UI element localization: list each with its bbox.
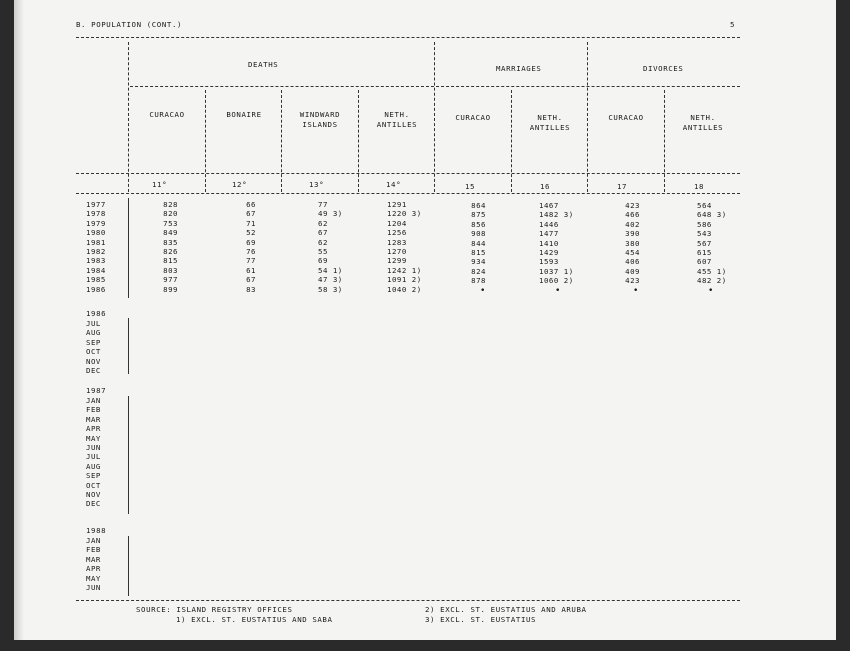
data-cell: 753: [163, 218, 178, 228]
data-cell: 1429: [539, 248, 559, 258]
data-cell: 76: [246, 247, 256, 257]
page-number: 5: [730, 20, 736, 29]
years-column: [86, 200, 106, 294]
year-cell: 1978: [86, 209, 106, 219]
month-cell: FEB: [86, 545, 101, 555]
data-cell: 402: [625, 219, 640, 229]
data-cell: 1220 3): [387, 209, 422, 219]
month-cell: MAY: [86, 573, 101, 583]
data-cell: 648 3): [697, 210, 727, 220]
month-cell: APR: [86, 424, 101, 434]
col-num-13: 13°: [309, 180, 325, 189]
year-cell: 1986: [86, 284, 106, 294]
sep-c5: [511, 90, 512, 192]
data-cell: 586: [697, 219, 712, 229]
data-cell: 67: [318, 228, 328, 238]
data-col-windward: [318, 200, 358, 294]
data-cell: 71: [246, 218, 256, 228]
data-cell: 977: [163, 275, 178, 285]
data-cell: 1482 3): [539, 210, 574, 220]
data-cell: 543: [697, 229, 712, 239]
col-header-neth-divorces: NETH. ANTILLES: [682, 113, 724, 132]
rule-numbers-bottom: [76, 193, 740, 194]
page-sheet: [14, 0, 836, 640]
sep-marriages-divorces: [587, 42, 588, 192]
stub-bar-1987: [128, 396, 129, 514]
data-cell: 1091 2): [387, 275, 422, 285]
data-cell: 815: [163, 256, 178, 266]
footnote-3: 3) EXCL. ST. EUSTATIUS: [425, 615, 537, 624]
stub-bar-1986: [128, 318, 129, 374]
rule-top: [76, 37, 740, 38]
month-cell: JUN: [86, 583, 101, 593]
data-cell: 899: [163, 284, 178, 294]
stub-bar-1988: [128, 536, 129, 596]
month-cell: JUL: [86, 319, 101, 328]
data-cell: 835: [163, 237, 178, 247]
data-cell: 61: [246, 265, 256, 275]
data-cell: 1283: [387, 237, 407, 247]
data-cell: 1467: [539, 201, 559, 210]
col-header-curacao-marriages: CURACAO: [455, 113, 491, 122]
stub-bar-annual: [128, 198, 129, 298]
data-cell: 62: [318, 218, 328, 228]
data-col-neth-deaths: [387, 200, 433, 294]
data-cell: 58 3): [318, 284, 343, 294]
sep-c2: [281, 90, 282, 192]
month-cell: OCT: [86, 480, 101, 490]
data-col-curacao-marriages: [458, 201, 486, 295]
data-cell: 1291: [387, 200, 407, 209]
data-cell: 826: [163, 247, 178, 257]
data-cell: 828: [163, 200, 178, 209]
data-cell: 69: [246, 237, 256, 247]
missing-dot: •: [480, 286, 486, 296]
data-cell: 878: [471, 276, 486, 286]
data-cell: 824: [471, 266, 486, 276]
data-cell: 83: [246, 284, 256, 294]
year-cell: 1983: [86, 256, 106, 266]
month-cell: NOV: [86, 490, 101, 500]
data-cell: 455 1): [697, 266, 727, 276]
data-cell: 482 2): [697, 276, 727, 286]
header-divorces: DIVORCES: [643, 64, 684, 73]
data-cell: 77: [318, 200, 328, 209]
data-cell: 908: [471, 229, 486, 239]
month-cell: DEC: [86, 499, 101, 509]
col-header-neth-marriages: NETH. ANTILLES: [529, 113, 571, 132]
data-cell: 423: [625, 276, 640, 286]
months-1988: [86, 536, 101, 592]
month-cell: DEC: [86, 366, 101, 376]
sep-deaths-marriages: [434, 42, 435, 192]
col-header-bonaire: BONAIRE: [226, 110, 262, 119]
data-cell: 409: [625, 266, 640, 276]
data-cell: 849: [163, 228, 178, 238]
data-cell: 454: [625, 248, 640, 258]
footnote-2: 2) EXCL. ST. EUSTATIUS AND ARUBA: [425, 605, 587, 614]
data-cell: 66: [246, 200, 256, 209]
missing-dot: •: [708, 286, 714, 296]
col-num-14: 14°: [386, 180, 402, 189]
section-title: B. POPULATION (CONT.): [76, 20, 183, 29]
data-cell: 1446: [539, 219, 559, 229]
year-cell: 1977: [86, 200, 106, 209]
data-cell: 49 3): [318, 209, 343, 219]
col-num-11: 11°: [152, 180, 168, 189]
data-cell: 564: [697, 201, 712, 210]
header-marriages: MARRIAGES: [496, 64, 542, 73]
col-header-curacao-deaths: CURACAO: [149, 110, 185, 119]
data-cell: 607: [697, 257, 712, 267]
month-cell: AUG: [86, 461, 101, 471]
data-col-curacao-divorces: [612, 201, 640, 295]
data-cell: 820: [163, 209, 178, 219]
data-cell: 1593: [539, 257, 559, 267]
month-cell: JUL: [86, 452, 101, 462]
year-cell: 1980: [86, 228, 106, 238]
months-1986: [86, 319, 101, 375]
data-cell: 615: [697, 248, 712, 258]
data-col-curacao-deaths: [150, 200, 178, 294]
data-cell: 54 1): [318, 265, 343, 275]
rule-header-bottom: [76, 173, 740, 174]
col-num-15: 15: [465, 182, 476, 191]
col-header-neth-deaths: NETH. ANTILLES: [376, 110, 418, 129]
data-cell: 844: [471, 238, 486, 248]
data-cell: 77: [246, 256, 256, 266]
month-cell: SEP: [86, 337, 101, 347]
data-cell: 69: [318, 256, 328, 266]
year-cell: 1984: [86, 265, 106, 275]
month-cell: NOV: [86, 356, 101, 366]
source-note: SOURCE: ISLAND REGISTRY OFFICES: [136, 605, 293, 614]
data-cell: 1037 1): [539, 266, 574, 276]
col-header-windward: WINDWARD ISLANDS: [299, 110, 341, 129]
col-num-17: 17: [617, 182, 628, 191]
sep-c1: [205, 90, 206, 192]
month-cell: MAR: [86, 554, 101, 564]
col-header-curacao-divorces: CURACAO: [608, 113, 644, 122]
data-cell: 406: [625, 257, 640, 267]
sep-stub: [128, 42, 129, 192]
data-cell: [539, 286, 585, 295]
data-cell: 62: [318, 237, 328, 247]
data-col-neth-divorces: [697, 201, 739, 295]
month-cell: SEP: [86, 471, 101, 481]
year-cell: 1982: [86, 247, 106, 257]
year-cell: 1981: [86, 237, 106, 247]
year-cell: 1979: [86, 218, 106, 228]
data-cell: 390: [625, 229, 640, 239]
data-cell: 423: [625, 201, 640, 210]
month-cell: MAY: [86, 433, 101, 443]
col-num-12: 12°: [232, 180, 248, 189]
data-col-neth-marriages: [539, 201, 585, 295]
data-cell: 466: [625, 210, 640, 220]
data-cell: 52: [246, 228, 256, 238]
data-cell: 803: [163, 265, 178, 275]
data-cell: 55: [318, 247, 328, 257]
data-cell: 815: [471, 248, 486, 258]
year-1987-label: 1987: [86, 386, 107, 395]
data-cell: 1410: [539, 238, 559, 248]
data-cell: 864: [471, 201, 486, 210]
col-num-18: 18: [694, 182, 705, 191]
data-cell: 1040 2): [387, 284, 422, 294]
data-cell: 67: [246, 209, 256, 219]
month-cell: OCT: [86, 347, 101, 357]
data-cell: 1060 2): [539, 276, 574, 286]
footnote-1: 1) EXCL. ST. EUSTATIUS AND SABA: [176, 615, 333, 624]
data-cell: 1477: [539, 229, 559, 239]
missing-dot: •: [633, 286, 639, 296]
data-cell: 1204: [387, 218, 407, 228]
data-cell: 1256: [387, 228, 407, 238]
month-cell: MAR: [86, 414, 101, 424]
data-cell: 1270: [387, 247, 407, 257]
sep-c7: [664, 90, 665, 192]
months-1987: [86, 396, 101, 509]
data-cell: 934: [471, 257, 486, 267]
data-cell: 47 3): [318, 275, 343, 285]
month-cell: APR: [86, 564, 101, 574]
month-cell: JAN: [86, 536, 101, 545]
year-cell: 1985: [86, 275, 106, 285]
data-cell: 875: [471, 210, 486, 220]
data-cell: 856: [471, 219, 486, 229]
page-edge-shadow: [14, 0, 24, 640]
data-cell: 67: [246, 275, 256, 285]
rule-bottom: [76, 600, 740, 601]
month-cell: AUG: [86, 328, 101, 338]
data-cell: 1242 1): [387, 265, 422, 275]
data-cell: 1299: [387, 256, 407, 266]
data-col-bonaire: [228, 200, 256, 294]
month-cell: JAN: [86, 396, 101, 405]
year-1988-label: 1988: [86, 526, 107, 535]
month-cell: JUN: [86, 443, 101, 453]
missing-dot: •: [555, 286, 561, 296]
sep-c3: [358, 90, 359, 192]
col-num-16: 16: [540, 182, 551, 191]
header-deaths: DEATHS: [248, 60, 279, 69]
data-cell: [697, 286, 739, 295]
year-1986-label: 1986: [86, 309, 107, 318]
data-cell: 380: [625, 238, 640, 248]
month-cell: FEB: [86, 405, 101, 415]
data-cell: 567: [697, 238, 712, 248]
rule-group: [130, 86, 740, 87]
